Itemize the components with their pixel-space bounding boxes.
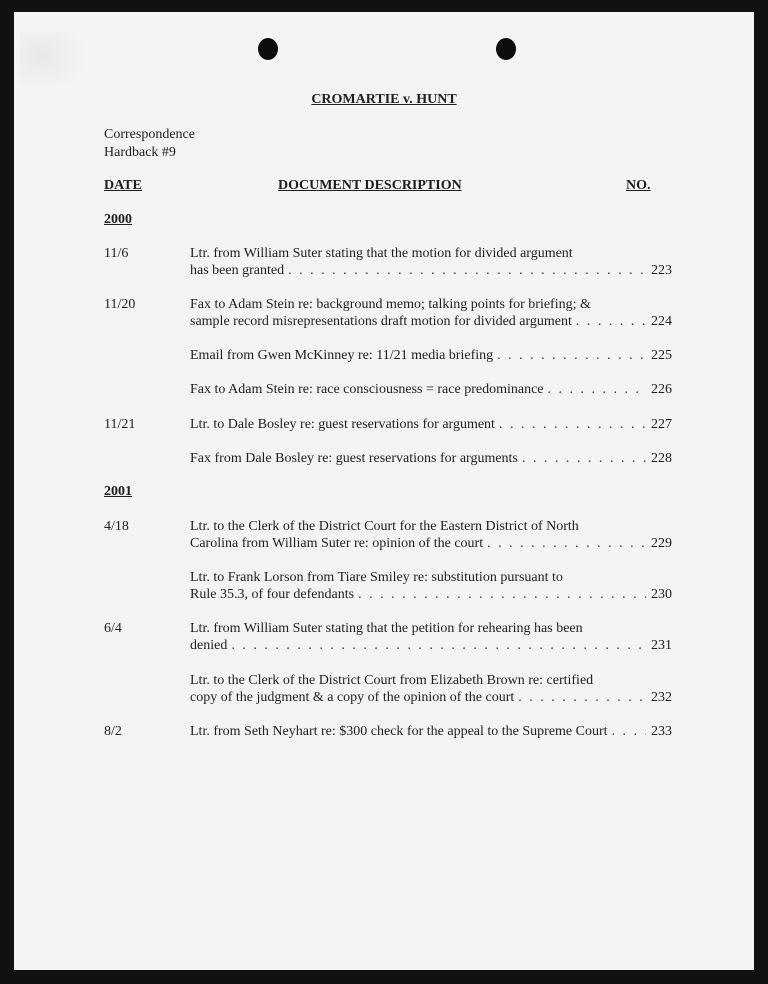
dot-leader — [576, 313, 646, 330]
list-item — [104, 245, 672, 279]
dot-leader — [497, 347, 646, 364]
volume-label: Hardback #9 — [104, 145, 176, 160]
list-item — [104, 672, 672, 706]
entry-description-line2: copy of the judgment & a copy of the opinion of the court — [190, 690, 515, 705]
entry-date: 6/4 — [104, 621, 122, 636]
entry-date: 11/21 — [104, 417, 136, 432]
dot-leader — [288, 262, 646, 279]
dot-leader — [231, 637, 646, 654]
category-label: Correspondence — [104, 127, 195, 142]
entry-description-line2: has been granted — [190, 263, 285, 278]
document-page — [14, 12, 754, 970]
paper-smudge — [20, 32, 90, 92]
entry-description-line1: Ltr. to Frank Lorson from Tiare Smiley re: substitution pursuant to — [190, 570, 563, 585]
entry-description: Fax to Adam Stein re: race consciousness = race predominance — [190, 382, 544, 397]
dot-leader — [358, 586, 646, 603]
entry-number: 230 — [651, 587, 672, 602]
punch-hole-right — [496, 38, 516, 60]
list-item — [104, 723, 672, 740]
entry-number: 232 — [651, 690, 672, 705]
list-item — [104, 416, 672, 433]
entry-description: Email from Gwen McKinney re: 11/21 media briefing — [190, 348, 494, 363]
entry-date: 11/20 — [104, 297, 136, 312]
entry-number: 231 — [651, 638, 672, 653]
entry-description-line1: Ltr. to the Clerk of the District Court for the Eastern District of North — [190, 519, 579, 534]
entry-number: 225 — [651, 348, 672, 363]
column-header-date: DATE — [104, 178, 142, 193]
entry-number: 233 — [651, 724, 672, 739]
entry-number: 228 — [651, 451, 672, 466]
entry-description: Ltr. from Seth Neyhart re: $300 check for the appeal to the Supreme Court — [190, 724, 608, 739]
dot-leader — [487, 535, 646, 552]
list-item — [104, 381, 672, 398]
dot-leader — [518, 689, 646, 706]
entry-number: 223 — [651, 263, 672, 278]
entry-description: Ltr. to Dale Bosley re: guest reservations for argument — [190, 417, 495, 432]
entry-description-line2: Carolina from William Suter re: opinion of the court — [190, 536, 484, 551]
year-heading-2001: 2001 — [104, 484, 132, 499]
dot-leader — [499, 416, 646, 433]
list-item — [104, 450, 672, 467]
entry-number: 227 — [651, 417, 672, 432]
list-item — [104, 296, 672, 330]
entry-description-line2: denied — [190, 638, 228, 653]
list-item — [104, 620, 672, 654]
list-item — [104, 347, 672, 364]
document-meta — [104, 126, 195, 162]
dot-leader — [612, 723, 646, 740]
year-heading-2000: 2000 — [104, 212, 132, 227]
entry-date: 8/2 — [104, 724, 122, 739]
entry-description: Fax from Dale Bosley re: guest reservations for arguments — [190, 451, 518, 466]
dot-leader — [522, 450, 646, 467]
page-title: CROMARTIE v. HUNT — [311, 92, 457, 107]
entry-description-line2: Rule 35.3, of four defendants — [190, 587, 355, 602]
column-header-description: DOCUMENT DESCRIPTION — [278, 178, 462, 193]
entry-description-line1: Fax to Adam Stein re: background memo; talking points for briefing; & — [190, 297, 591, 312]
entry-description-line2: sample record misrepresentations draft motion for divided argument — [190, 314, 572, 329]
column-header-number: NO. — [626, 178, 651, 193]
entry-date: 4/18 — [104, 519, 129, 534]
entry-number: 226 — [651, 382, 672, 397]
list-item — [104, 569, 672, 603]
punch-hole-left — [258, 38, 278, 60]
entry-description-line1: Ltr. from William Suter stating that the motion for divided argument — [190, 246, 573, 261]
list-item — [104, 518, 672, 552]
entry-description-line1: Ltr. to the Clerk of the District Court from Elizabeth Brown re: certified — [190, 673, 594, 688]
entry-description-line1: Ltr. from William Suter stating that the petition for rehearing has been — [190, 621, 583, 636]
entry-number: 224 — [651, 314, 672, 329]
entry-date: 11/6 — [104, 246, 129, 261]
entry-number: 229 — [651, 536, 672, 551]
dot-leader — [548, 381, 647, 398]
